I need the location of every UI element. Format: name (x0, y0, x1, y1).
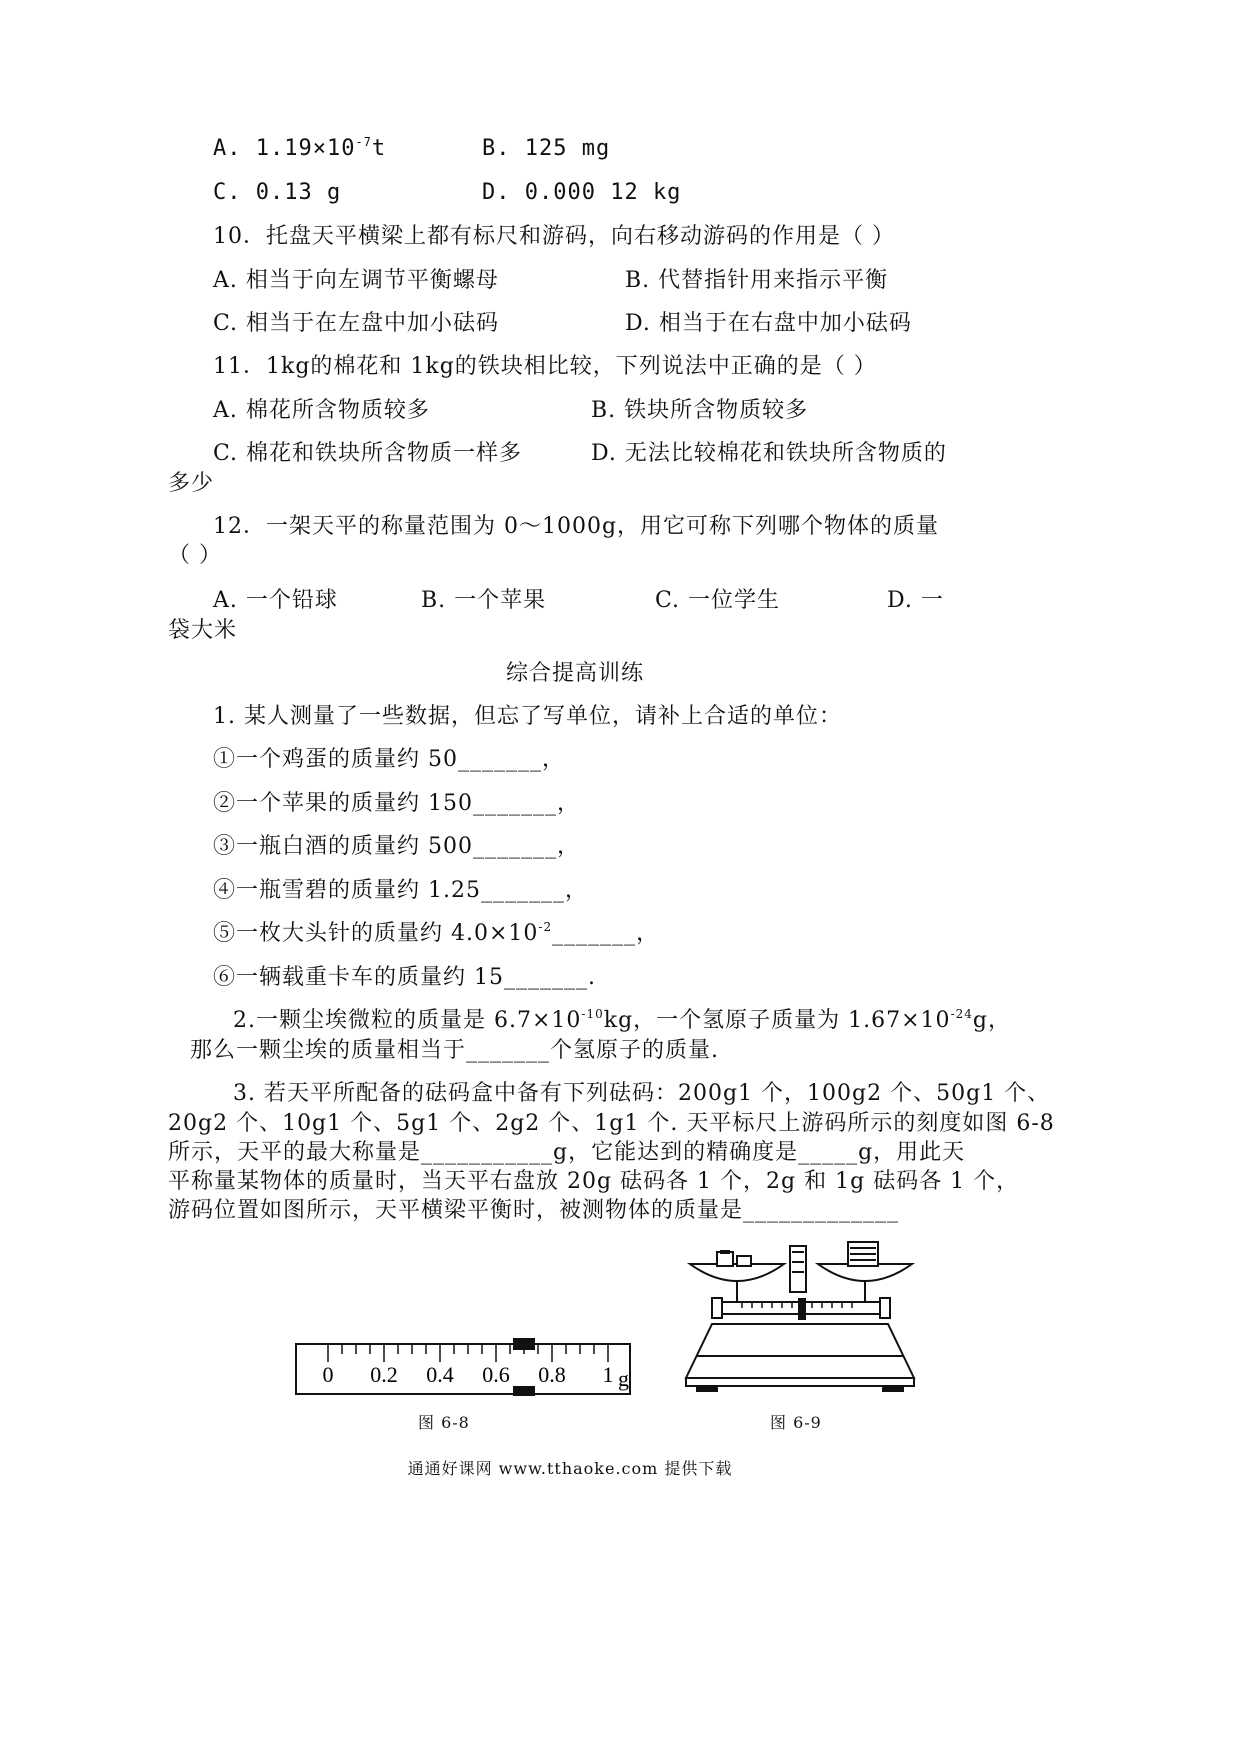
ruler-tick-label: 0.4 (426, 1362, 454, 1387)
balance-base (686, 1324, 914, 1378)
p3-line-1: 3. 若天平所配备的砝码盒中备有下列砝码：200g1 个，100g2 个、50g1 个、 (233, 1081, 1051, 1106)
p1-item-5: ⑤一枚大头针的质量约 $4.0\times 10^{-2}\_\_\_\_\_\_\_$， (213, 920, 660, 946)
ruler-tick-label: 0.2 (370, 1362, 398, 1387)
q9-option-d: D. 0.000 12 kg (482, 180, 682, 205)
q12-option-c: C. 一位学生 (655, 588, 781, 613)
p2-line-1: 2.一颗尘埃微粒的质量是 $6.7\times 10^{-10}kg$，一个氢原子质量为 $1.67\times 10^{-24}g$， (233, 1007, 1011, 1033)
q12-stem-continuation: （ ） (168, 543, 222, 568)
q11-stem: 11．1kg的棉花和 1kg的铁块相比较，下列说法中正确的是（ ） (213, 354, 877, 379)
q11-option-b: B. 铁块所含物质较多 (591, 398, 809, 423)
p3-line-2: 20g2 个、10g1 个、5g1 个、2g2 个、1g1 个. 天平标尺上游码所示的刻度如图 6-8 (168, 1111, 1055, 1136)
figure-6-8-caption: 图 6-8 (418, 1413, 470, 1432)
p1-stem: 1. 某人测量了一些数据，但忘了写单位，请补上合适的单位： (213, 704, 842, 729)
left-weight-2 (737, 1256, 751, 1266)
q12-stem: 12．一架天平的称量范围为 0～1000g，用它可称下列哪个物体的质量 (213, 514, 940, 539)
p1-item-1: ①一个鸡蛋的质量约 50_______， (213, 747, 565, 772)
ruler-tick-label: 1 (602, 1362, 614, 1387)
q11-option-c: C. 棉花和铁块所含物质一样多 (213, 441, 523, 466)
p3-line-3: 所示，天平的最大称量是___________g，它能达到的精确度是_____g，用此天 (168, 1140, 966, 1165)
q9-option-a: A. $1.19\times 10^{-7}t$ (213, 135, 387, 161)
rider-scale-figure (295, 1338, 631, 1400)
ruler-tick-label: 0 (322, 1362, 334, 1387)
q12-option-b: B. 一个苹果 (421, 588, 547, 613)
left-weight-1 (717, 1252, 733, 1266)
p1-item-4: ④一瓶雪碧的质量约 1.25_______， (213, 878, 588, 903)
balance-figure (682, 1238, 918, 1398)
q10-option-b: B. 代替指针用来指示平衡 (625, 268, 889, 293)
q11-option-a: A. 棉花所含物质较多 (213, 398, 430, 423)
q10-option-a: A. 相当于向左调节平衡螺母 (213, 268, 499, 293)
figure-6-9-caption: 图 6-9 (770, 1413, 822, 1432)
p1-item-6: ⑥一辆载重卡车的质量约 15_______. (213, 965, 596, 990)
page-footer: 通通好课网 www.tthaoke.com 提供下载 (407, 1459, 733, 1478)
rider-marker (513, 1386, 535, 1396)
p1-item-3: ③一瓶白酒的质量约 500_______， (213, 834, 580, 859)
q12-option-a: A. 一个铅球 (213, 588, 338, 613)
p3-line-5: 游码位置如图所示，天平横梁平衡时，被测物体的质量是_____________ (168, 1198, 900, 1223)
q10-option-c: C. 相当于在左盘中加小砝码 (213, 311, 500, 336)
q10-option-d: D. 相当于在右盘中加小砝码 (625, 311, 912, 336)
p1-item-2: ②一个苹果的质量约 150_______， (213, 791, 580, 816)
q11-option-d-continuation: 多少 (168, 471, 215, 496)
q9-option-b: B. 125 mg (482, 136, 611, 161)
ruler-unit-label: g (618, 1366, 629, 1391)
p2-line-2: 那么一颗尘埃的质量相当于_______个氢原子的质量. (190, 1038, 719, 1063)
q9-option-c: C. 0.13 g (213, 180, 342, 205)
p3-line-4: 平称量某物体的质量时，当天平右盘放 20g 砝码各 1 个，2g 和 1g 砝码各 1 个， (168, 1169, 1020, 1194)
section-title: 综合提高训练 (505, 661, 644, 686)
ruler-tick-label: 0.8 (538, 1362, 566, 1387)
rider-marker (513, 1338, 535, 1350)
q12-option-d-continuation: 袋大米 (168, 618, 238, 643)
q12-option-d: D. 一 (887, 588, 944, 613)
q11-option-d: D. 无法比较棉花和铁块所含物质的 (591, 441, 947, 466)
q10-stem: 10．托盘天平横梁上都有标尺和游码，向右移动游码的作用是（ ） (213, 224, 895, 249)
ruler-tick-label: 0.6 (482, 1362, 510, 1387)
